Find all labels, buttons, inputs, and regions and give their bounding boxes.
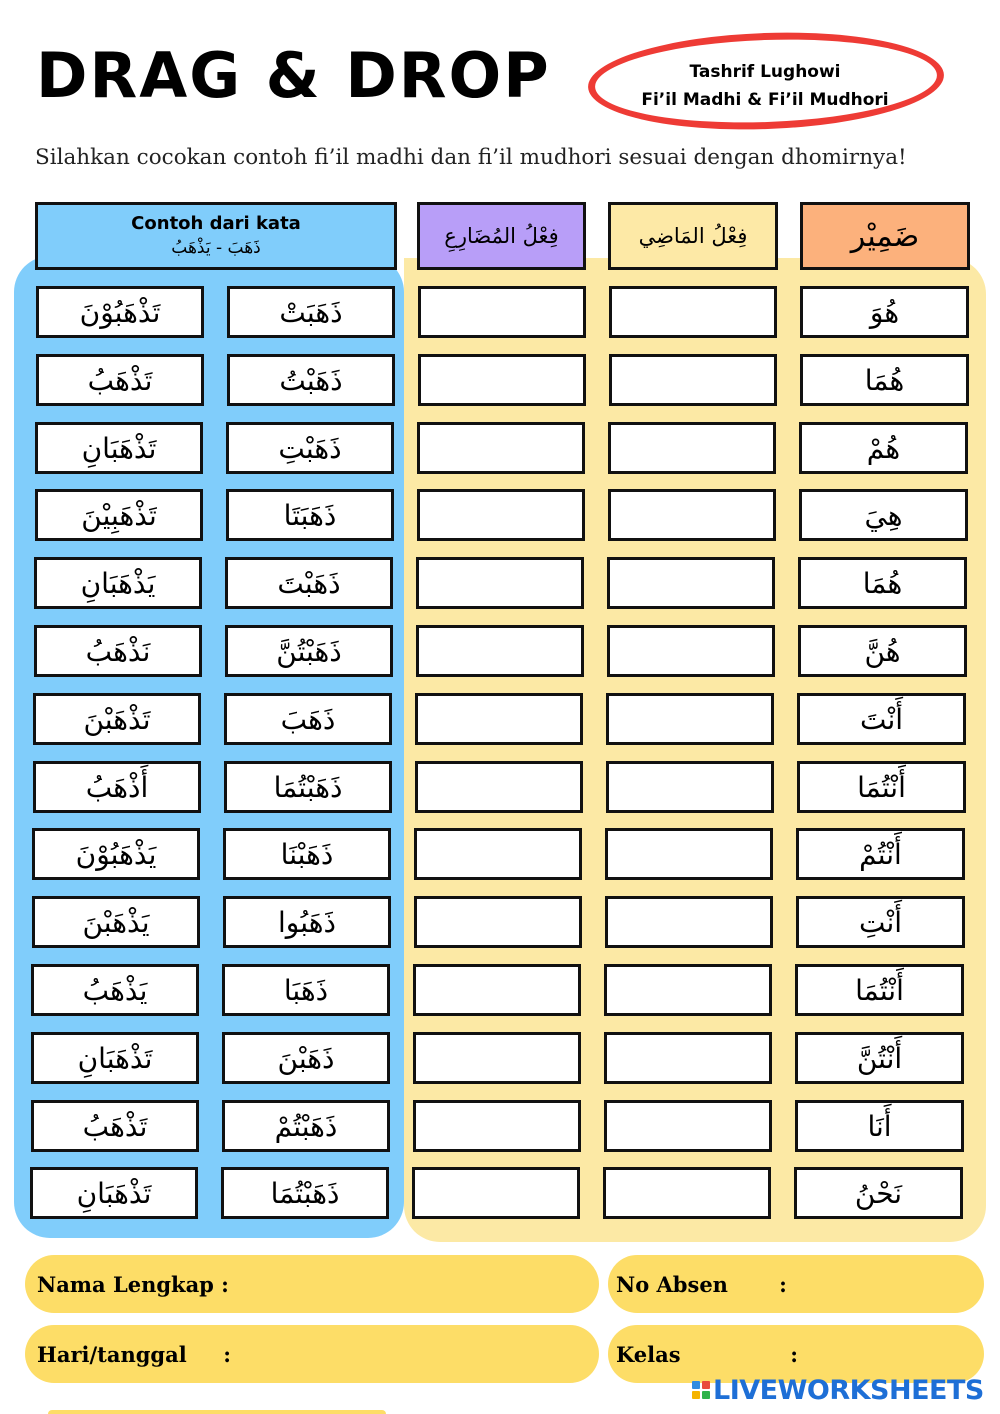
- mudhori-drop-slot[interactable]: [413, 1100, 581, 1152]
- mudhori-drop-slot[interactable]: [418, 354, 586, 406]
- date-field[interactable]: [25, 1325, 599, 1383]
- madhi-drop-slot[interactable]: [607, 625, 775, 677]
- madhi-option[interactable]: ذَهَبُوا: [223, 896, 391, 948]
- liveworksheets-logo-icon: [692, 1381, 710, 1399]
- madhi-option[interactable]: ذَهَبْنَ: [222, 1032, 390, 1084]
- mudhori-option[interactable]: تَذْهَبُ: [31, 1100, 199, 1152]
- dhomir-cell: أَنْتُمْ: [796, 828, 965, 880]
- madhi-drop-slot[interactable]: [605, 828, 773, 880]
- dhomir-cell: أَنَا: [795, 1100, 964, 1152]
- madhi-option[interactable]: ذَهَبَتْ: [227, 286, 395, 338]
- madhi-drop-slot[interactable]: [603, 1167, 771, 1219]
- madhi-header: فِعْلُ المَاضِي: [608, 202, 778, 270]
- logo-text: LIVEWORKSHEETS: [713, 1374, 984, 1406]
- mudhori-drop-slot[interactable]: [416, 557, 584, 609]
- examples-header: [35, 202, 397, 270]
- dhomir-cell: أَنْتُنَّ: [795, 1032, 964, 1084]
- badge-line-2: Fi’il Madhi & Fi’il Mudhori: [641, 90, 889, 110]
- mudhori-drop-slot[interactable]: [417, 489, 585, 541]
- page-title: DRAG & DROP: [36, 39, 551, 112]
- madhi-option[interactable]: ذَهَبَ: [224, 693, 392, 745]
- mudhori-drop-slot[interactable]: [415, 693, 583, 745]
- madhi-option[interactable]: ذَهَبْتَ: [225, 557, 393, 609]
- mudhori-option[interactable]: تَذْهَبَانِ: [35, 422, 203, 474]
- madhi-drop-slot[interactable]: [604, 964, 772, 1016]
- dhomir-cell: هُمْ: [799, 422, 968, 474]
- madhi-option[interactable]: ذَهَبْتُنَّ: [225, 625, 393, 677]
- mudhori-drop-slot[interactable]: [417, 422, 585, 474]
- examples-header-label: Contoh dari kata: [131, 213, 301, 234]
- absen-label: No Absen :: [616, 1271, 787, 1297]
- madhi-drop-slot[interactable]: [604, 1032, 772, 1084]
- mudhori-drop-slot[interactable]: [412, 1167, 580, 1219]
- mudhori-option[interactable]: نَذْهَبُ: [34, 625, 202, 677]
- name-label: Nama Lengkap :: [37, 1271, 229, 1297]
- instruction-text: Silahkan cocokan contoh fi’il madhi dan fi’il mudhori sesuai dengan dhomirnya!: [35, 145, 907, 170]
- madhi-option[interactable]: ذَهَبْتُ: [227, 354, 395, 406]
- dhomir-cell: نَحْنُ: [794, 1167, 963, 1219]
- dhomir-cell: هُوَ: [800, 286, 969, 338]
- mudhori-option[interactable]: تَذْهَبُوْنَ: [36, 286, 204, 338]
- mudhori-header: فِعْلُ المُضَارِعِ: [417, 202, 586, 270]
- madhi-option[interactable]: ذَهَبْتِ: [226, 422, 394, 474]
- madhi-drop-slot[interactable]: [608, 489, 776, 541]
- mudhori-drop-slot[interactable]: [418, 286, 586, 338]
- dhomir-cell: أَنْتَ: [797, 693, 966, 745]
- mudhori-drop-slot[interactable]: [414, 828, 582, 880]
- dhomir-cell: هُمَا: [800, 354, 969, 406]
- dhomir-header: ضَمِيْر: [800, 202, 970, 270]
- madhi-option[interactable]: ذَهَبْتُمَا: [221, 1167, 389, 1219]
- mudhori-option[interactable]: يَذْهَبُ: [31, 964, 199, 1016]
- badge-text: [600, 58, 930, 114]
- madhi-drop-slot[interactable]: [606, 693, 774, 745]
- absen-field[interactable]: [608, 1255, 984, 1313]
- madhi-option[interactable]: ذَهَبَتَا: [226, 489, 394, 541]
- date-label: Hari/tanggal :: [37, 1341, 231, 1367]
- mudhori-option[interactable]: يَذْهَبَانِ: [34, 557, 202, 609]
- mudhori-option[interactable]: يَذْهَبْنَ: [32, 896, 200, 948]
- dhomir-cell: أَنْتِ: [796, 896, 965, 948]
- madhi-drop-slot[interactable]: [609, 286, 777, 338]
- dhomir-cell: هُنَّ: [798, 625, 967, 677]
- dhomir-cell: هُمَا: [798, 557, 967, 609]
- madhi-option[interactable]: ذَهَبْتُمْ: [222, 1100, 390, 1152]
- dhomir-cell: هِيَ: [799, 489, 968, 541]
- madhi-drop-slot[interactable]: [604, 1100, 772, 1152]
- mudhori-drop-slot[interactable]: [413, 1032, 581, 1084]
- examples-header-root-word: ذَهَبَ - يَذْهَبُ: [171, 238, 261, 258]
- mudhori-option[interactable]: تَذْهَبِيْنَ: [35, 489, 203, 541]
- bottom-field-edge: [48, 1410, 386, 1414]
- kelas-label: Kelas :: [616, 1341, 798, 1367]
- mudhori-drop-slot[interactable]: [415, 761, 583, 813]
- mudhori-option[interactable]: تَذْهَبَانِ: [30, 1167, 198, 1219]
- madhi-option[interactable]: ذَهَبْنَا: [223, 828, 391, 880]
- madhi-drop-slot[interactable]: [605, 896, 773, 948]
- liveworksheets-logo[interactable]: [692, 1373, 984, 1407]
- dhomir-cell: أَنْتُمَا: [797, 761, 966, 813]
- madhi-drop-slot[interactable]: [609, 354, 777, 406]
- mudhori-option[interactable]: تَذْهَبَانِ: [31, 1032, 199, 1084]
- mudhori-drop-slot[interactable]: [413, 964, 581, 1016]
- madhi-drop-slot[interactable]: [608, 422, 776, 474]
- madhi-drop-slot[interactable]: [607, 557, 775, 609]
- badge-line-1: Tashrif Lughowi: [689, 62, 841, 82]
- madhi-drop-slot[interactable]: [606, 761, 774, 813]
- madhi-option[interactable]: ذَهَبْتُمَا: [224, 761, 392, 813]
- mudhori-drop-slot[interactable]: [416, 625, 584, 677]
- mudhori-option[interactable]: أَذْهَبُ: [33, 761, 201, 813]
- dhomir-cell: أَنْتُمَا: [795, 964, 964, 1016]
- madhi-option[interactable]: ذَهَبَا: [222, 964, 390, 1016]
- mudhori-option[interactable]: تَذْهَبُ: [36, 354, 204, 406]
- mudhori-drop-slot[interactable]: [414, 896, 582, 948]
- name-field[interactable]: [25, 1255, 599, 1313]
- mudhori-option[interactable]: تَذْهَبْنَ: [33, 693, 201, 745]
- mudhori-option[interactable]: يَذْهَبُوْنَ: [32, 828, 200, 880]
